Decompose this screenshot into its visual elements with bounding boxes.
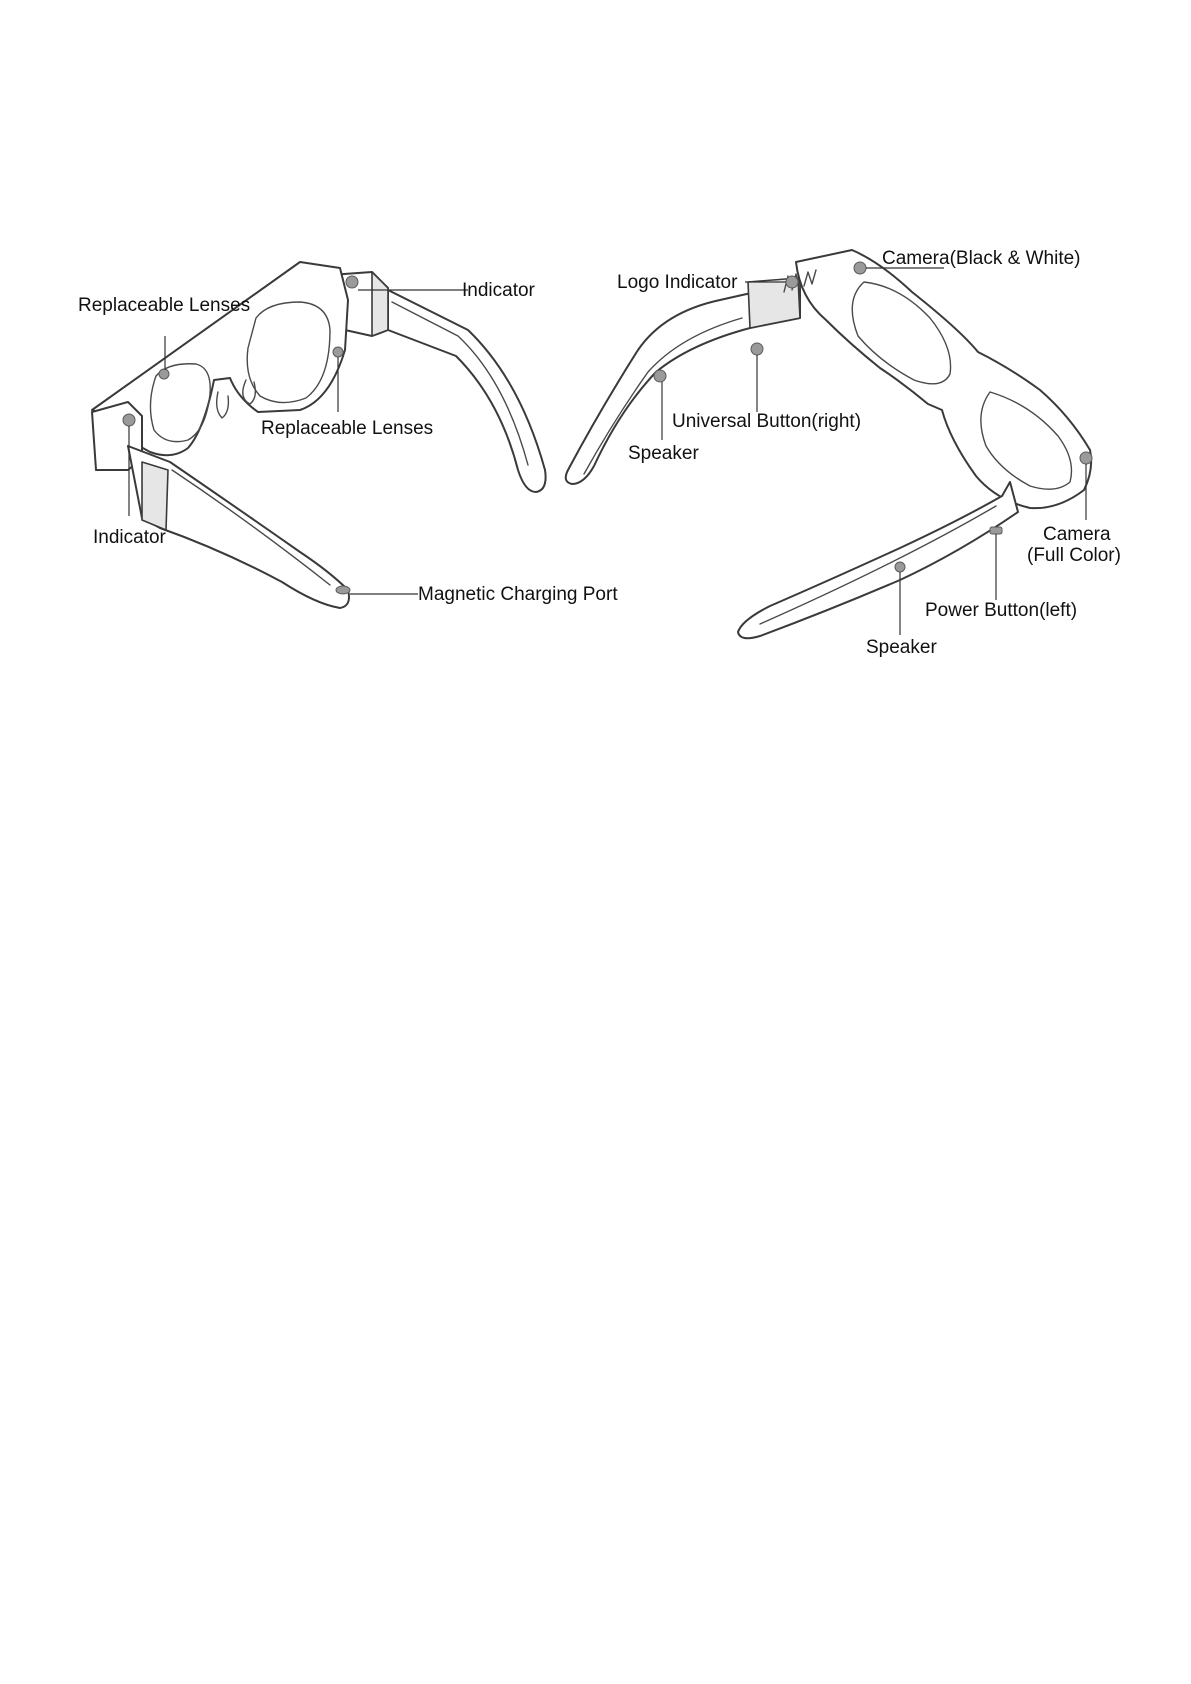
label-indicator-top: Indicator [462,280,535,301]
label-camera-full-line1: Camera [1043,524,1111,545]
label-camera-full-line2: (Full Color) [1027,545,1121,566]
camera-full-marker [1080,452,1092,464]
front-frame-right-view [796,250,1091,508]
indicator-left-marker [123,414,135,426]
label-indicator-left: Indicator [93,527,166,548]
label-magnetic-charging-port: Magnetic Charging Port [418,584,618,605]
label-universal-button: Universal Button(right) [672,411,862,432]
camera-bw-marker [854,262,866,274]
label-power-button: Power Button(left) [925,600,1078,621]
indicator-top-marker [346,276,358,288]
label-replaceable-lenses-1: Replaceable Lenses [78,295,251,316]
label-speaker-left: Speaker [866,637,937,658]
magnetic-charging-port-marker [336,586,350,594]
replaceable-lens-1-marker [159,369,169,379]
power-button-marker [990,527,1002,534]
far-temple-arm [372,282,546,492]
label-camera-bw: Camera(Black & White) [882,248,1081,269]
replaceable-lens-2-marker [333,347,343,357]
logo-indicator-marker [786,276,798,288]
universal-button-marker [751,343,763,355]
speaker-left-marker [895,562,905,572]
label-logo-indicator: Logo Indicator [617,272,738,293]
label-speaker-right: Speaker [628,443,699,464]
speaker-right-marker [654,370,666,382]
label-replaceable-lenses-2: Replaceable Lenses [261,418,434,439]
